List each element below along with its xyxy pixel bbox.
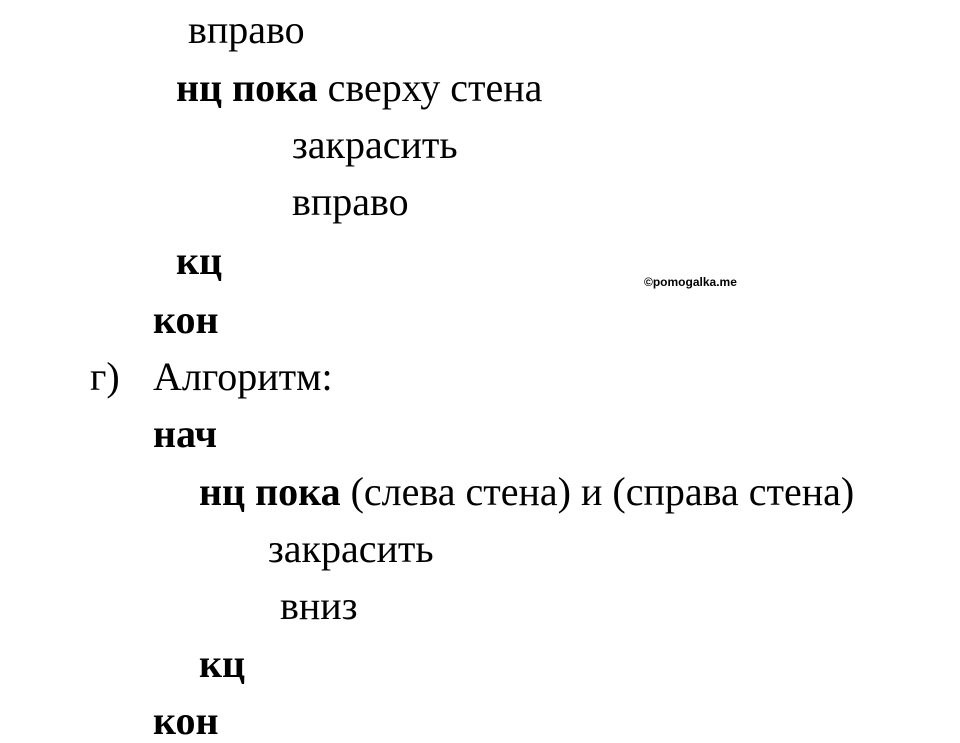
code-line-12 — [199, 641, 246, 686]
line-text: вправо — [188, 7, 305, 52]
line-text: Алгоритм: — [153, 354, 333, 399]
line-text: закрасить — [268, 526, 434, 571]
section-label — [90, 354, 120, 399]
line-text: сверху стена — [317, 65, 543, 110]
section-letter: г) — [90, 354, 120, 399]
code-line-4 — [292, 179, 409, 224]
section-title — [153, 354, 333, 399]
line-keyword: кон — [153, 698, 219, 743]
watermark: ©pomogalka.me — [644, 275, 737, 289]
line-text: закрасить — [292, 122, 458, 167]
line-keyword: кц — [199, 641, 246, 686]
line-text: вниз — [280, 583, 358, 628]
code-line-9 — [199, 469, 855, 514]
line-text: (слева стена) и (справа стена) — [340, 469, 855, 514]
code-line-5 — [176, 238, 223, 283]
line-keyword: нц пока — [199, 469, 341, 514]
line-keyword: кон — [153, 297, 219, 342]
code-line-8 — [153, 411, 218, 456]
code-line-1 — [188, 7, 305, 52]
code-line-10 — [268, 526, 434, 571]
line-keyword: нц пока — [176, 65, 318, 110]
code-line-6 — [153, 297, 219, 342]
line-keyword: кц — [176, 238, 223, 283]
line-keyword: нач — [153, 411, 218, 456]
line-text: вправо — [292, 179, 409, 224]
code-line-13 — [153, 698, 219, 743]
code-line-3 — [292, 122, 458, 167]
code-line-11 — [280, 583, 358, 628]
code-line-2 — [176, 65, 543, 110]
